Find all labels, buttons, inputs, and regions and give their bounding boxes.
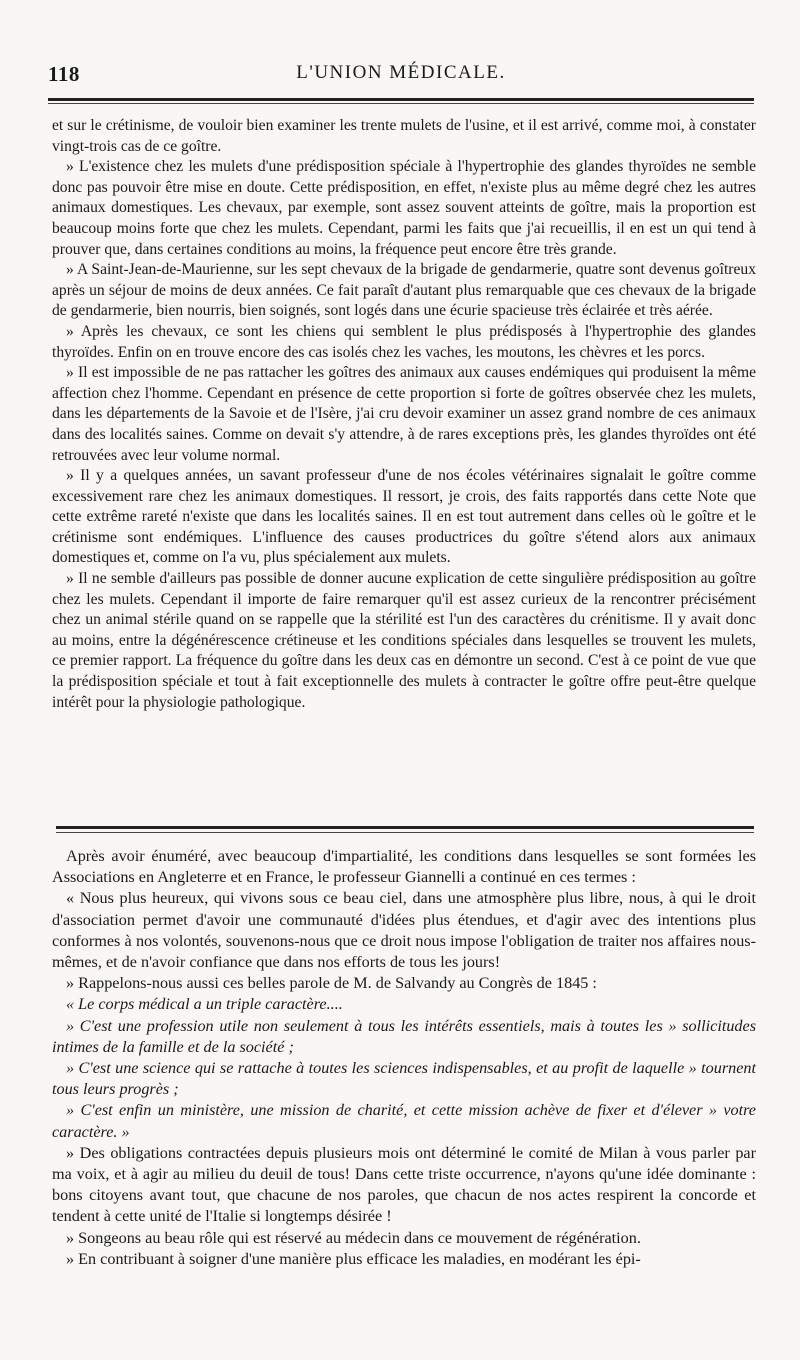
paragraph: » Après les chevaux, ce sont les chiens qui semblent le plus prédisposés à l'hypertrophie des glandes thyroïdes. Enfin on en trouve encore des cas isolés chez les vaches, les moutons, les chèvres et les porcs. [52, 322, 756, 361]
paragraph: Après avoir énuméré, avec beaucoup d'impartialité, les conditions dans lesquelles se sont formées les Associations en Angleterre et en France, le professeur Giannelli a continué en ces termes : [52, 847, 756, 887]
header-rule [48, 98, 754, 101]
association-article-body [52, 846, 756, 1270]
paragraph: « Nous plus heureux, qui vivons sous ce beau ciel, dans une atmosphère plus libre, nous, à qui le droit d'association permet d'avoir une communauté d'idées plus étendues, et d'agir avec des intentions plus conformes à nos volontés, souvenons-nous que ce droit nous impose l'obligation de traiter nos affaires nous-mêmes, et de n'avoir confiance que dans nos efforts de tous les jours! [52, 889, 756, 972]
paragraph: » L'existence chez les mulets d'une prédisposition spéciale à l'hypertrophie des glandes thyroïdes ne semble donc pas pouvoir être mise en doute. Cette prédisposition, en effet, n'existe plus au même degré chez les autres animaux domestiques. Les chevaux, par exemple, sont assez souvent atteints de goître, mais la proportion est beaucoup moins forte que chez les mulets. Cependant, parmi les faits que j'ai recueillis, il en est un qui tend à prouver que, dans certaines conditions au moins, la fréquence peut encore être très grande. [52, 158, 756, 258]
page-number: 118 [48, 62, 80, 86]
paragraph: et sur le crétinisme, de vouloir bien examiner les trente mulets de l'usine, et il est arrivé, comme moi, à constater vingt-trois cas de ce goître. [52, 117, 756, 155]
page-header [48, 62, 754, 92]
section-divider-thin [56, 832, 754, 833]
paragraph: » Des obligations contractées depuis plusieurs mois ont déterminé le comité de Milan à vous parler par ma voix, et à agir au milieu du deuil de tous! Dans cette triste occurrence, n'ayons qu'une idée dominante : bons citoyens avant tout, que chacune de nos paroles, que chacun de nos actes respirent la concorde et tendent à cette unité de l'Italie si longtemps désirée ! [52, 1143, 756, 1226]
article-body-continued [52, 116, 756, 713]
italic-quote-line: » C'est une science qui se rattache à toutes les sciences indispensables, et au profit de laquelle » tournent tous leurs progrès ; [52, 1059, 756, 1099]
header-rule-thin [48, 103, 754, 104]
paragraph: » En contribuant à soigner d'une manière plus efficace les maladies, en modérant les épi- [66, 1249, 641, 1268]
paragraph: » Il est impossible de ne pas rattacher les goîtres des animaux aux causes endémiques qui produisent la même affection chez l'homme. Cependant en présence de cette proportion si forte de goîtres observée chez les mulets, dans les départements de la Savoie et de l'Isère, j'ai cru devoir examiner un assez grand nombre de ces animaux dans des localités saines. Comme on devait s'y attendre, à de rares exceptions près, les glandes thyroïdes ont été retrouvées avec leur volume normal. [52, 364, 756, 464]
running-title: L'UNION MÉDICALE. [296, 62, 506, 83]
paragraph: » A Saint-Jean-de-Maurienne, sur les sept chevaux de la brigade de gendarmerie, quatre sont devenus goîtreux après un séjour de moins de deux années. Ce fait paraît d'autant plus remarquable que ces chevaux de la brigade de gendarmerie, bien nourris, bien soignés, sont logés dans une écurie spacieuse très éclairée et très aérée. [52, 261, 756, 320]
italic-quote-line: » C'est une profession utile non seulement à tous les intérêts essentiels, mais à toutes les » sollicitudes intimes de la famille et de la société ; [52, 1016, 756, 1056]
paragraph: » Songeons au beau rôle qui est réservé au médecin dans ce mouvement de régénération. [66, 1228, 641, 1247]
section-divider [56, 826, 754, 829]
paragraph: » Il ne semble d'ailleurs pas possible de donner aucune explication de cette singulière prédisposition au goître chez les mulets. Cependant il importe de faire remarquer qu'il est assez curieux de la rencontrer précisément chez un animal stérile quand on se rappelle que la stérilité est l'un des caractères du crénitisme. Il y avait donc au moins, entre la dégénérescence crétineuse et les conditions spéciales dans lesquelles se trouvent les mulets, ce premier rapport. La fréquence du goître dans les deux cas en démontre un second. C'est à ce point de vue que la prédisposition spéciale et tout à fait exceptionnelle des mulets à contracter le goître offre peut-être quelque intérêt pour la physiologie pathologique. [52, 570, 756, 711]
paragraph: » Rappelons-nous aussi ces belles parole de M. de Salvandy au Congrès de 1845 : [66, 974, 597, 993]
italic-quote-line: » C'est enfin un ministère, une mission de charité, et cette mission achève de fixer et d'élever » votre caractère. » [52, 1101, 756, 1141]
paragraph: » Il y a quelques années, un savant professeur d'une de nos écoles vétérinaires signalait le goître comme excessivement rare chez les animaux domestiques. Il ressort, je crois, des faits rapportés dans cette Note que cette extrême rareté n'existe que dans les localités saines. Il en est tout autrement dans celles où le goître et le crétinisme sont endémiques. L'influence des causes productrices du goître s'étend alors aux animaux domestiques et, comme on l'a vu, plus spécialement aux mulets. [52, 467, 756, 567]
italic-quote-line: « Le corps médical a un triple caractère.... [66, 995, 343, 1014]
